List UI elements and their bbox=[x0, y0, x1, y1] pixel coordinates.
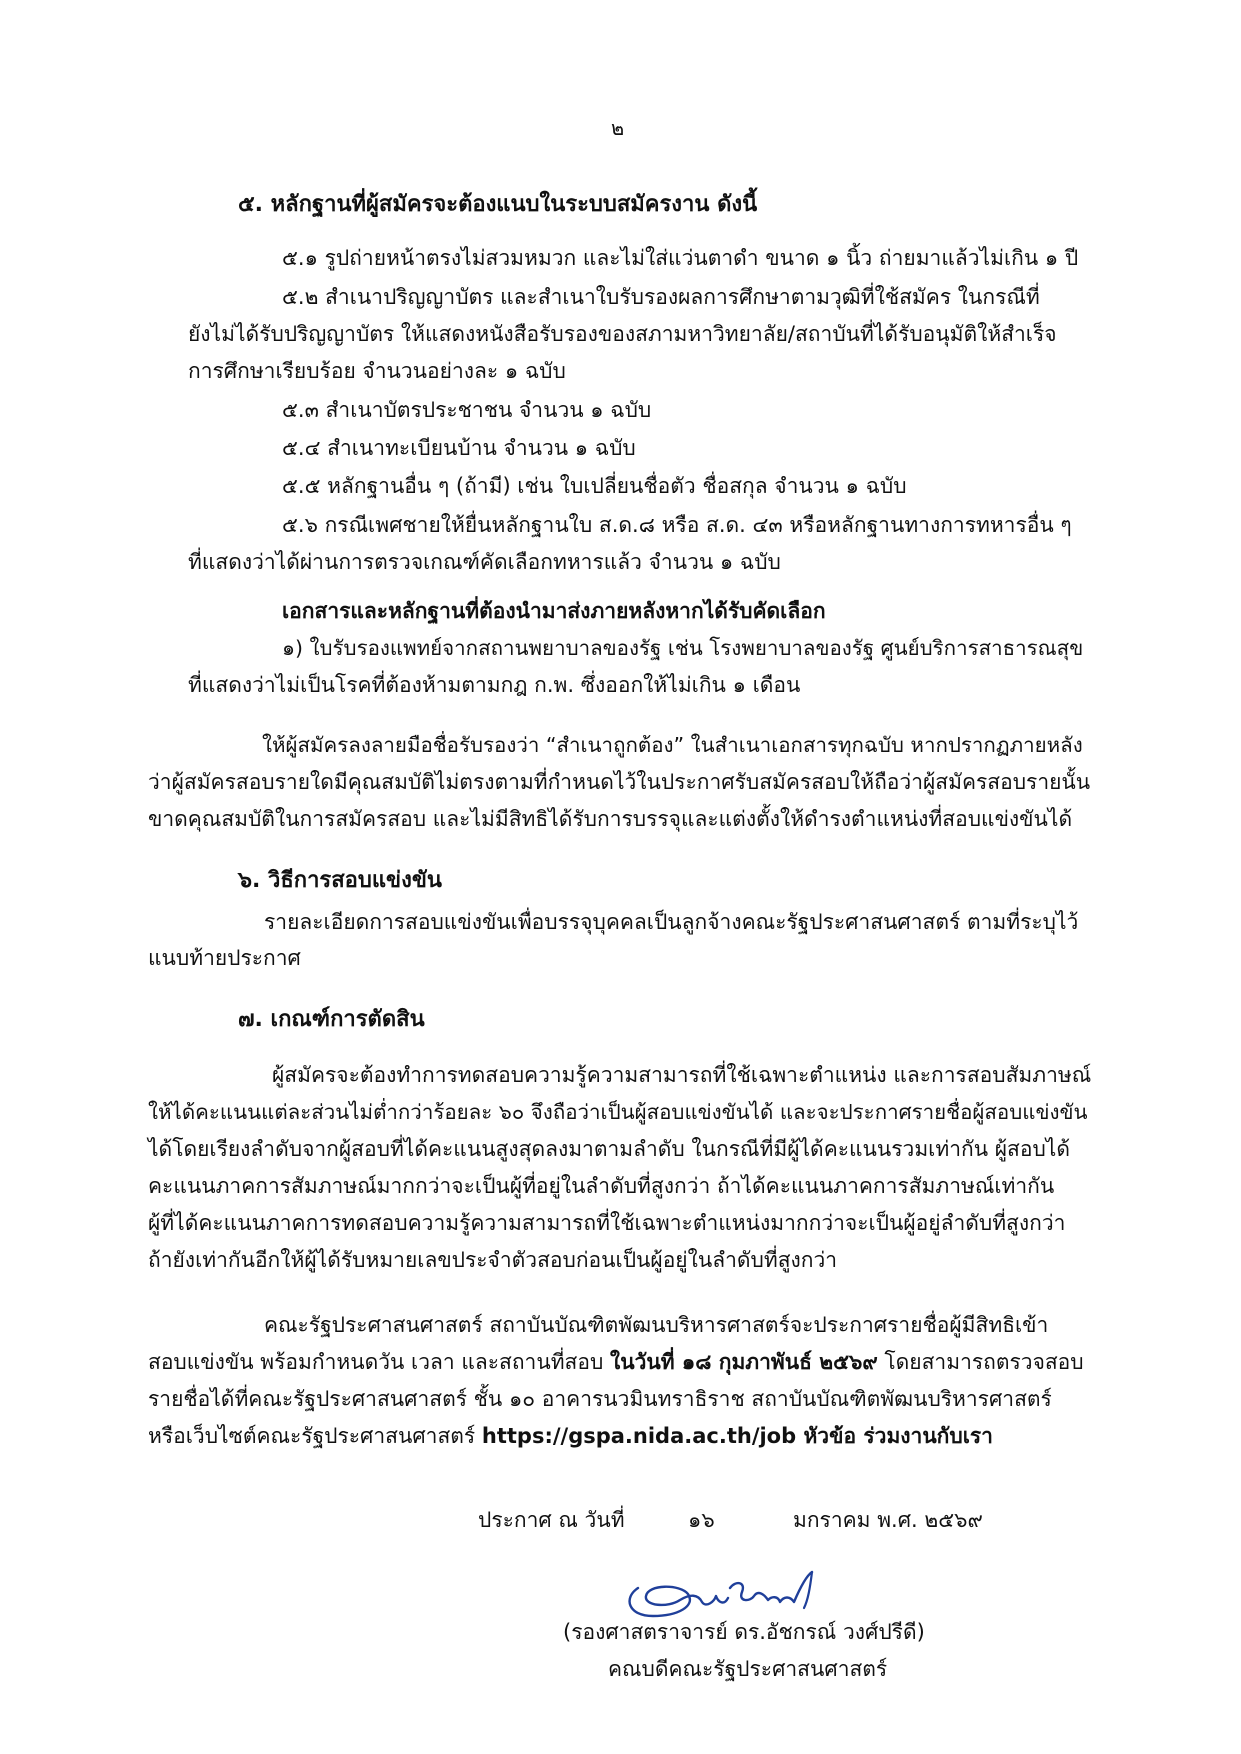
post-selection-item-1-line-2: ที่แสดงว่าไม่เป็นโรคที่ต้องห้ามตามกฎ ก.พ. ซึ่งออกให้ไม่เกิน ๑ เดือน bbox=[188, 673, 801, 697]
section6-line-1: รายละเอียดการสอบแข่งขันเพื่อบรรจุบุคคลเป็นลูกจ้างคณะรัฐประศาสนศาสตร์ ตามที่ระบุไว้ bbox=[264, 910, 1079, 934]
section5-item-2-line-2: ยังไม่ได้รับปริญญาบัตร ให้แสดงหนังสือรับรองของสภามหาวิทยาลัย/สถาบันที่ได้รับอนุมัติให้สำเร็จ bbox=[188, 322, 1057, 346]
section7-line-4: คะแนนภาคการสัมภาษณ์มากกว่าจะเป็นผู้ที่อยู่ในลำดับที่สูงกว่า ถ้าได้คะแนนภาคการสัมภาษณ์เท่ากัน bbox=[148, 1174, 1055, 1198]
page-number: ๒ bbox=[611, 116, 625, 140]
section7-line-2: ให้ได้คะแนนแต่ละส่วนไม่ต่ำกว่าร้อยละ ๖๐ จึงถือว่าเป็นผู้สอบแข่งขันได้ และจะประกาศรายชื่อผู้สอบแข่งขัน bbox=[148, 1100, 1088, 1124]
section6-line-2: แนบท้ายประกาศ bbox=[148, 946, 301, 970]
post-selection-item-1-line-1: ๑) ใบรับรองแพทย์จากสถานพยาบาลของรัฐ เช่น โรงพยาบาลของรัฐ ศูนย์บริการสาธารณสุข bbox=[282, 636, 1084, 660]
section7-heading: ๗. เกณฑ์การตัดสิน bbox=[238, 1007, 425, 1032]
section5-item-3: ๕.๓ สำเนาบัตรประชาชน จำนวน ๑ ฉบับ bbox=[282, 398, 652, 422]
section5-item-2-line-1: ๕.๒ สำเนาปริญญาบัตร และสำเนาใบรับรองผลการศึกษาตามวุฒิที่ใช้สมัคร ในกรณีที่ bbox=[282, 285, 1040, 309]
certification-note-line-2: ว่าผู้สมัครสอบรายใดมีคุณสมบัติไม่ตรงตามที่กำหนดไว้ในประกาศรับสมัครสอบให้ถือว่าผู้สมัครสอบรายนั้น bbox=[148, 770, 1091, 794]
announcement-website-prefix: หรือเว็บไซต์คณะรัฐประศาสนศาสตร์ bbox=[148, 1424, 482, 1448]
announcement-line-3: รายชื่อได้ที่คณะรัฐประศาสนศาสตร์ ชั้น ๑๐ อาคารนวมินทราธิราช สถาบันบัณฑิตพัฒนบริหารศาสตร์ bbox=[148, 1387, 1052, 1411]
section7-line-6: ถ้ายังเท่ากันอีกให้ผู้ได้รับหมายเลขประจำตัวสอบก่อนเป็นผู้อยู่ในลำดับที่สูงกว่า bbox=[148, 1248, 838, 1272]
announcement-line-1: คณะรัฐประศาสนศาสตร์ สถาบันบัณฑิตพัฒนบริหารศาสตร์จะประกาศรายชื่อผู้มีสิทธิเข้า bbox=[264, 1313, 1049, 1337]
announcement-text-tail: โดยสามารถตรวจสอบ bbox=[877, 1350, 1084, 1374]
section7-line-5: ผู้ที่ได้คะแนนภาคการทดสอบความรู้ความสามารถที่ใช้เฉพาะตำแหน่งมากกว่าจะเป็นผู้อยู่ลำดับที่สูงกว่า bbox=[148, 1211, 1066, 1235]
announcement-date: ในวันที่ ๑๘ กุมภาพันธ์ ๒๕๖๙ bbox=[609, 1350, 878, 1374]
section5-item-4: ๕.๔ สำเนาทะเบียนบ้าน จำนวน ๑ ฉบับ bbox=[282, 436, 636, 460]
section5-item-6-line-1: ๕.๖ กรณีเพศชายให้ยื่นหลักฐานใบ ส.ด.๘ หรือ ส.ด. ๔๓ หรือหลักฐานทางการทหารอื่น ๆ bbox=[282, 513, 1072, 537]
section7-line-3: ได้โดยเรียงลำดับจากผู้สอบที่ได้คะแนนสูงสุดลงมาตามลำดับ ในกรณีที่มีผู้ได้คะแนนรวมเท่ากัน ผู้สอบได้ bbox=[148, 1137, 1071, 1161]
section5-item-2-line-3: การศึกษาเรียบร้อย จำนวนอย่างละ ๑ ฉบับ bbox=[188, 359, 566, 383]
post-selection-heading: เอกสารและหลักฐานที่ต้องนำมาส่งภายหลังหากได้รับคัดเลือก bbox=[282, 599, 826, 623]
announcement-line-2 bbox=[148, 1347, 1084, 1377]
signer-name: (รองศาสตราจารย์ ดร.อัชกรณ์ วงศ์ปรีดี) bbox=[563, 1620, 925, 1644]
certification-note-line-3: ขาดคุณสมบัติในการสมัครสอบ และไม่มีสิทธิได้รับการบรรจุและแต่งตั้งให้ดำรงตำแหน่งที่สอบแข่งขันได้ bbox=[148, 807, 1073, 831]
announcement-text: สอบแข่งขัน พร้อมกำหนดวัน เวลา และสถานที่สอบ bbox=[148, 1350, 610, 1374]
announcement-date-prefix: ประกาศ ณ วันที่ bbox=[478, 1508, 625, 1532]
section5-heading: ๕. หลักฐานที่ผู้สมัครจะต้องแนบในระบบสมัครงาน ดังนี้ bbox=[238, 192, 758, 217]
section5-item-1: ๕.๑ รูปถ่ายหน้าตรงไม่สวมหมวก และไม่ใส่แว่นตาดำ ขนาด ๑ นิ้ว ถ่ายมาแล้วไม่เกิน ๑ ปี bbox=[282, 246, 1079, 270]
website-link[interactable]: https://gspa.nida.ac.th/job หัวข้อ ร่วมงานกับเรา bbox=[481, 1424, 993, 1448]
announcement-day: ๑๖ bbox=[688, 1508, 715, 1532]
section6-heading: ๖. วิธีการสอบแข่งขัน bbox=[238, 868, 442, 893]
announcement-month-year: มกราคม พ.ศ. ๒๕๖๙ bbox=[793, 1508, 983, 1532]
announcement-line-4 bbox=[148, 1421, 993, 1451]
section7-line-1: ผู้สมัครจะต้องทำการทดสอบความรู้ความสามารถที่ใช้เฉพาะตำแหน่ง และการสอบสัมภาษณ์ bbox=[272, 1063, 1092, 1087]
certification-note-line-1: ให้ผู้สมัครลงลายมือชื่อรับรองว่า “สำเนาถูกต้อง” ในสำเนาเอกสารทุกฉบับ หากปรากฏภายหลัง bbox=[262, 733, 1083, 757]
section5-item-5: ๕.๕ หลักฐานอื่น ๆ (ถ้ามี) เช่น ใบเปลี่ยนชื่อตัว ชื่อสกุล จำนวน ๑ ฉบับ bbox=[282, 474, 907, 498]
section5-item-6-line-2: ที่แสดงว่าได้ผ่านการตรวจเกณฑ์คัดเลือกทหารแล้ว จำนวน ๑ ฉบับ bbox=[188, 550, 781, 574]
signer-title: คณบดีคณะรัฐประศาสนศาสตร์ bbox=[608, 1657, 888, 1681]
